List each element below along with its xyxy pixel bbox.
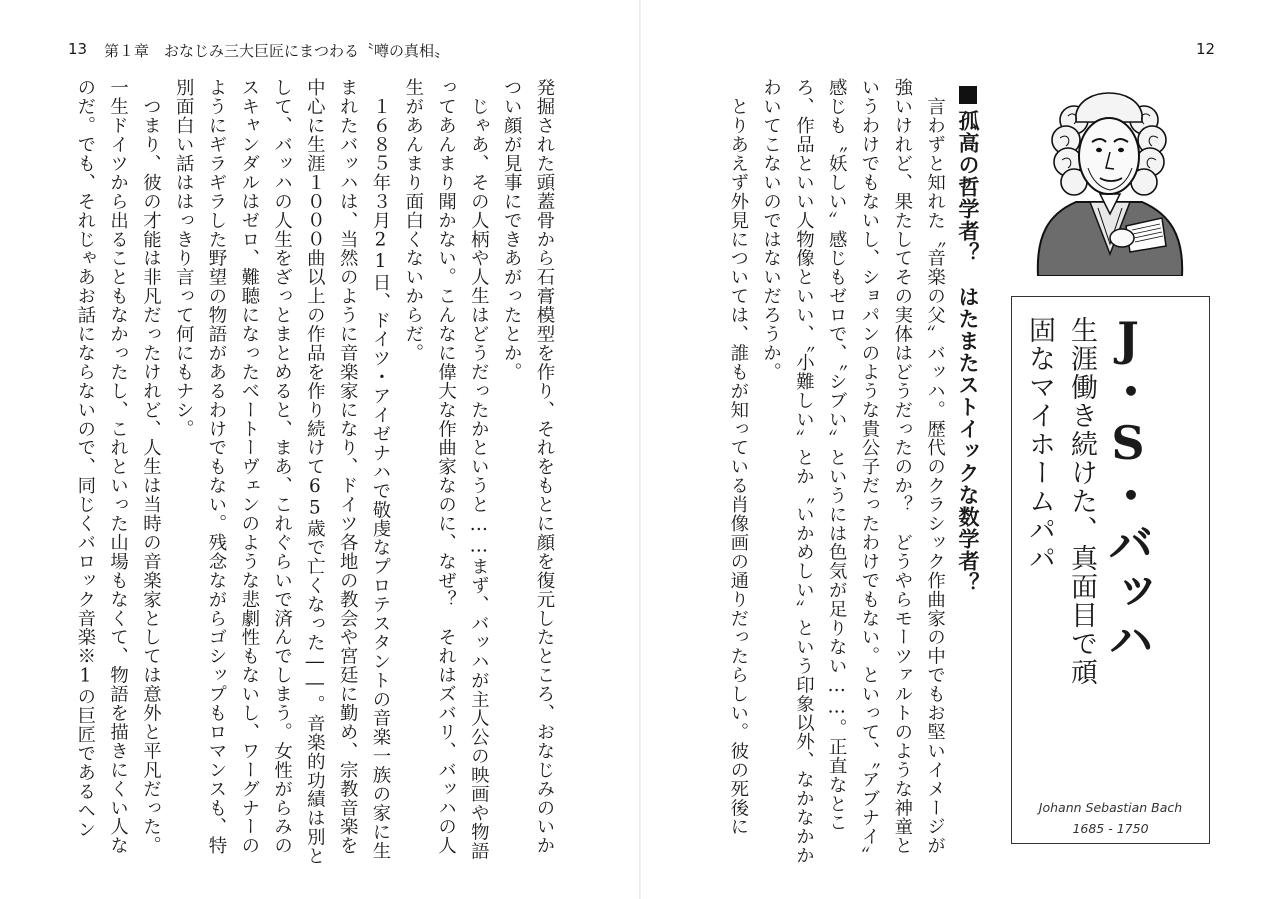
- left-page-body: 発掘された頭蓋骨から石膏模型を作り、それをもとに顔を復元したところ、おなじみのいかつい顔が見事にできあがったとか。 じゃあ、その人柄や人生はどうだったかというと……まず、バッハが主人公の映画や物語ってあんまり聞かない。こんなに偉大な作曲家なのに、なぜ？ それはズバリ、バッハの人生があんまり面白くないからだ。 １６８５年３月21日、ドイツ・アイゼナハで敬虔なプロテスタントの音楽一族の家に生まれたバッハは、当然のように音楽家になり、ドイツ各地の教会や宮廷に勤め、宗教音楽を中心に生涯１０００曲以上の作品を作り続けて65歳で亡くなった――。音楽的功績は別として、バッハの人生をざっとまとめると、まあ、これぐらいで済んでしまう。女性がらみのスキャンダルはゼロ、難聴になったベートーヴェンのような悲劇性もないし、ワーグナーのようにギラギラした野望の物語があるわけでもない。残念ながらゴシップもロマンスも、特別面白い話ははっきり言って何にもナシ。 つまり、彼の才能は非凡だったけれど、人生は当時の音楽家としては意外と平凡だった。一生ドイツから出ることもなかったし、これといった山場もなくて、物語を描きにくい人なのだ。でも、それじゃあお話にならないので、同じくバロック音楽※1の巨匠であるヘン: [74, 78, 555, 866]
- section-heading: [954, 86, 982, 594]
- heading-square-icon: [959, 86, 977, 104]
- right-page-number: 12: [1196, 40, 1216, 58]
- running-title: 第１章 おなじみ三大巨匠にまつわる〝噂の真相〟: [104, 42, 450, 60]
- composer-subtitle: 生涯働き続けた、真面目で頑固なマイホームパパ: [1024, 316, 1097, 687]
- section-heading-text: 孤高の哲学者？ はたまたストイックな数学者？: [956, 110, 980, 594]
- composer-name-title: J・S・バッハ: [1101, 312, 1155, 664]
- left-page-number: 13: [68, 40, 88, 58]
- book-gutter: [639, 0, 641, 899]
- composer-name-english: Johann Sebastian Bach: [1038, 800, 1183, 815]
- right-page-body: 言わずと知れた〝音楽の父〟バッハ。歴代のクラシック作曲家の中でもお堅いイメージが強いけれど、果たしてその実体はどうだったのか？ どうやらモーツァルトのような神童というわけでもないし、ショパンのような貴公子だったわけでもない。といって、〝アブナイ〟感じも〝妖しい〟感じもゼロで、〝シブい〟というには色気が足りない……。正直なところ、作品といい人物像といい、〝小難しい〟とか〝いかめしい〟という印象以外、なかなかかわいてこないのではないだろうか。 とりあえず外見については、誰もが知っている肖像画の通りだったらしい。彼の死後に: [727, 78, 946, 865]
- composer-life-years: 1685 - 1750: [1072, 821, 1149, 836]
- bach-portrait-illustration: [1030, 76, 1188, 276]
